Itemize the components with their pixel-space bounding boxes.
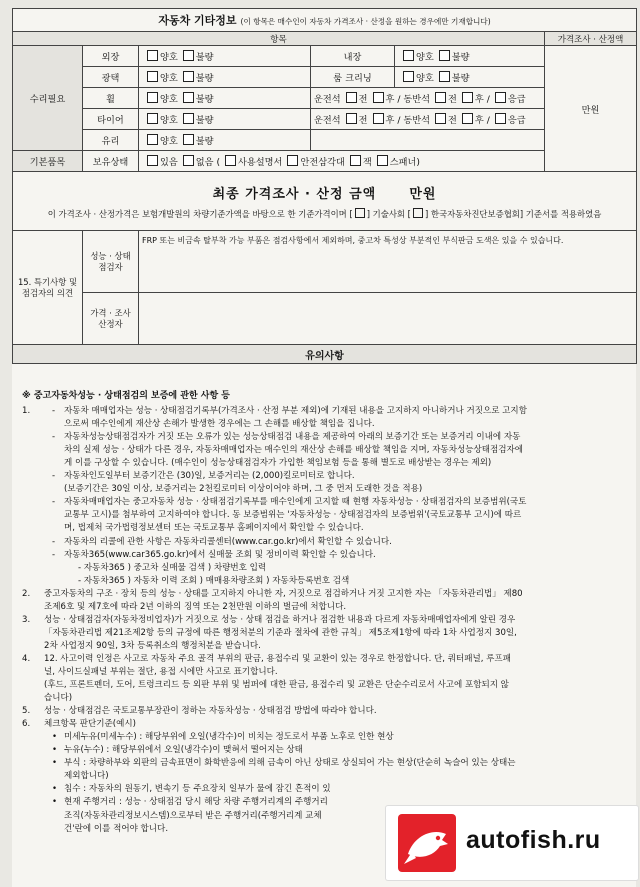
notice-text: 12. 사고이력 인정은 사고로 자동차 주요 골격 부위의 판금, 용접수리 및 교환이 있는 경우로 한정합니다. 단, 쿼터패널, 루프패 [44,653,511,664]
notice-text: 「자동차관리법 제21조제2항 등의 규정에 따른 행정처분의 기준과 절차에 관한 규칙」 제5조제1항에 따라 1차 사업정지 30일, [44,627,517,638]
inspector-performance-label: 성능 · 상태 점검자 [83,231,139,293]
form-title: 자동차 기타정보 (이 항목은 매수인이 자동차 가격조사 · 산정을 원하는 경우에만 기재합니다) [13,9,637,32]
notice-text: 제외합니다) [64,771,109,782]
final-price-note: 이 가격조사 · 산정가격은 보험개발원의 차량기준가액을 바탕으로 한 기준가격이며 [ ] 기술사회 [ ] 한국자동차진단보증협회] 기준서를 적용하였음 [47,208,602,219]
glass-bad-checkbox[interactable] [183,134,194,145]
notice-bullet: - [52,497,56,508]
notice-bullet: • [52,784,58,795]
notice-line [22,457,628,470]
wheel-bad-checkbox[interactable] [183,92,194,103]
wheel-seat-options: 운전석 전 후 / 동반석 전 후 / 응급 [311,88,637,109]
notice-text: (보증기간은 30일 이상, 보증거리는 2천킬로미터 이상이어야 하며, 그 중 먼저 도래한 것을 적용) [64,484,423,495]
notice-text: 체크항목 판단기준(예시) [44,719,136,730]
notice-bullet: - [52,406,56,417]
notice-line [22,718,628,731]
notice-bullet: - [52,549,56,560]
basic-items-options: 있음 없음 ( 사용설명서 안전삼각대 잭 스패너) [139,151,545,172]
notice-line [22,522,628,535]
exterior-good-checkbox[interactable] [147,50,158,61]
wheel-good-checkbox[interactable] [147,92,158,103]
notice-line [22,575,628,588]
notice-text: 자동차의 리콜에 관한 사항은 자동차리콜센터(www.car.go.kr)에서 확인할 수 있습니다. [64,536,392,547]
notice-line [22,405,628,418]
association-checkbox[interactable] [413,208,423,218]
notice-bullet: • [52,732,58,743]
row-exterior: 외장 [83,46,139,67]
notice-text: 건'란에 이를 적어야 합니다. [64,823,169,834]
notice-bullet: • [52,745,58,756]
tech-society-checkbox[interactable] [355,208,365,218]
room-clean-bad-checkbox[interactable] [439,71,450,82]
notice-text: 침수 : 자동차의 원동기, 변속기 등 주요장치 일부가 물에 잠긴 흔적이 있 [64,784,331,795]
form-title-note: (이 항목은 매수인이 자동차 가격조사 · 산정을 원하는 경우에만 기재합니다) [240,17,491,26]
notice-text: 누유(누수) : 해당부위에서 오일(냉각수)이 맺혀서 떨어지는 상태 [64,745,303,756]
notice-line [22,496,628,509]
wheel-passenger-rear-checkbox[interactable] [462,92,473,103]
fish-logo-icon [398,814,456,872]
notice-item-number: 1. [22,406,31,417]
repair-label: 수리필요 [13,46,83,151]
col-price-header: 가격조사 · 산정액 [545,32,637,46]
notice-line [22,588,628,601]
exterior-bad-checkbox[interactable] [183,50,194,61]
wheel-passenger-front-checkbox[interactable] [435,92,446,103]
final-price-section [13,172,637,231]
vehicle-info-form: 자동차 기타정보 (이 항목은 매수인이 자동차 가격조사 · 산정을 원하는 경우에만 기재합니다) 항목 가격조사 · 산정액 수리필요 외장 양호 불량 내장 양호 불량 만원 광택 양호 불량 룸 크리닝 양호 불량 휠 양호 불량 운전석 전 후 / 동반석 전 후 / 응급 타이어 양호 불량 운전석 전 후 / 동반석 전 후 / 응급 유리 양호 불량 기본품목 보유상태 있음 없음 ( 사용설명서 안전삼각대 잭 스패너) 최종 가격조사 · 산정 금액 만원 이 가격조사 · 산정가격은 보험개발원의 차량기준가액을 바탕으로 한 기준가격이며 [ ] 기술사회 [ ] 한국자동차진단보증협회] 기준서를 적용하였음 15. 특기사항 및 점검자의 의견 성능 · 상태 점검자 FRP 또는 비금속 탈부착 가능 부품은 점검사항에서 제외하며, 중고차 특성상 부분적인 부식판금 도색은 있을 수 있습니다. 가격 · 조사 산정자 유의사항 [12,8,637,364]
notice-line [22,562,628,575]
notice-line [22,536,628,549]
special-notes-text: FRP 또는 비금속 탈부착 가능 부품은 점검사항에서 제외하며, 중고차 특성상 부분적인 부식판금 도색은 있을 수 있습니다. [142,236,564,245]
notice-line [22,666,628,679]
notice-line [22,509,628,522]
notice-line [22,614,628,627]
notice-bullet: • [52,797,58,808]
notice-text: 자동차365(www.car365.go.kr)에서 실매물 조회 및 정비이력 확인할 수 있습니다. [64,549,376,560]
basic-items-label: 기본품목 [13,151,83,172]
gloss-good-checkbox[interactable] [147,71,158,82]
watermark-brand: autofish.ru [466,826,601,854]
col-item-header: 항목 [13,32,545,46]
final-price-title: 최종 가격조사 · 산정 금액 [212,186,377,202]
special-notes-price-field[interactable] [139,293,637,345]
room-clean-good-checkbox[interactable] [403,71,414,82]
notice-text: 으로써 매수인에게 재산상 손해가 발생한 경우에는 그 손해를 배상할 책임을 집니다. [64,419,375,430]
autofish-watermark [386,806,638,880]
notice-item-number: 6. [22,719,31,730]
notice-line [22,783,628,796]
final-price-unit: 만원 [409,186,437,202]
notice-text: 부식 : 차량하부와 외판의 금속표면이 화학반응에 의해 금속이 아닌 상태로 상실되어 가는 현상(단순히 녹슬어 있는 상태는 [64,758,516,769]
notice-line [22,601,628,614]
price-unit: 만원 [581,104,600,116]
notice-text: 현재 주행거리 : 성능 · 상태점검 당시 해당 차량 주행거리계의 주행거리 [64,797,328,808]
notice-item-number: 2. [22,588,31,599]
notice-text: 2차 사업정지 90일, 3차 등록취소의 행정처분을 받습니다. [44,640,261,651]
notice-line [22,418,628,431]
notice-header: 유의사항 [13,345,637,364]
notice-line [22,692,628,705]
notice-text: 미세누유(미세누수) : 해당부위에 오일(냉각수)이 비치는 정도로서 부품 노후로 인한 현상 [64,732,394,743]
tire-good-checkbox[interactable] [147,113,158,124]
tire-bad-checkbox[interactable] [183,113,194,124]
notice-text: 교통부 고시)를 첨부하여 고지하여야 합니다. 동 보증범위는 '자동차성능 · 상태점검자의 보증범위'(국토교통부 고시)에 따르 [64,510,522,521]
manual-checkbox[interactable] [225,155,236,166]
notice-line [22,679,628,692]
interior-bad-checkbox[interactable] [439,50,450,61]
special-notes-performance-field[interactable] [139,231,637,293]
row-tire: 타이어 [83,109,139,130]
notice-line [22,483,628,496]
tire-passenger-rear-checkbox[interactable] [462,113,473,124]
wheel-driver-front-checkbox[interactable] [346,92,357,103]
glass-good-checkbox[interactable] [147,134,158,145]
notice-line [22,640,628,653]
notice-line [22,470,628,483]
holding-status-label: 보유상태 [83,151,139,172]
notice-line [22,770,628,783]
have-checkbox[interactable] [147,155,158,166]
notice-bullet: - [52,432,56,443]
notice-line [22,731,628,744]
notice-text: 자동차매매업자는 중고자동차 성능 · 상태점검기록부를 매수인에게 고지할 때 현행 자동차성능 · 상태점검자의 보증범위(국토 [64,497,527,508]
notice-text: 차의 실제 성능 · 상태가 다른 경우, 자동차매매업자는 매수인의 재산상 손해를 배상할 책임을 지며, 자동차성능상태점검자에 [64,445,523,456]
notice-text: 조직(자동차관리정보시스템)으로부터 받은 주행거리(주행거리계 교체 [64,810,322,821]
jack-checkbox[interactable] [350,155,361,166]
notice-bullet: - [52,536,56,547]
notice-text: 널, 사이드실패널 부위는 절단, 용접 시에만 사고로 표기합니다. [44,666,278,677]
tire-driver-rear-checkbox[interactable] [373,113,384,124]
notice-line [22,627,628,640]
tire-emergency-checkbox[interactable] [495,113,506,124]
inspector-price-label: 가격 · 조사 산정자 [83,293,139,345]
notice-line [22,431,628,444]
notice-text: 자동차성능상태점검자가 거짓 또는 오류가 있는 성능상태점검 내용을 제공하여 아래의 보증기간 또는 보증거리 이내에 자동 [64,432,521,443]
notice-item-number: 3. [22,614,31,625]
notice-section-title: ※ 중고자동차성능 · 상태점검의 보증에 관한 사항 등 [22,391,230,401]
notice-item-number: 4. [22,653,31,664]
spanner-checkbox[interactable] [377,155,388,166]
triangle-checkbox[interactable] [287,155,298,166]
notice-text: 중고자동차의 구조 · 장치 등의 성능 · 상태를 고지하지 아니한 자, 거짓으로 점검하거나 거짓 고지한 자는 「자동차관리법」 제80 [44,588,523,599]
notice-bullet: - [52,471,56,482]
none-checkbox[interactable] [183,155,194,166]
notice-item-number: 5. [22,706,31,717]
wheel-driver-rear-checkbox[interactable] [373,92,384,103]
notice-line [22,705,628,718]
notice-bullet: • [52,758,58,769]
tire-passenger-front-checkbox[interactable] [435,113,446,124]
special-notes-label: 15. 특기사항 및 점검자의 의견 [13,231,83,345]
row-room-clean: 룸 크리닝 [311,67,395,88]
interior-good-checkbox[interactable] [403,50,414,61]
notice-text: 자동차 매매업자는 성능 · 상태점검기록부(가격조사 · 산정 부분 제외)에 기재된 내용을 고지하지 아니하거나 거짓으로 고지함 [64,406,527,417]
notice-line [22,757,628,770]
tire-seat-options: 운전석 전 후 / 동반석 전 후 / 응급 [311,109,637,130]
row-glass: 유리 [83,130,139,151]
notice-text: 게 이를 구상할 수 있습니다. (매수인이 성능상태점검자가 가입한 책임보험 등을 통해 별도로 배상받는 경우는 제외) [64,458,492,469]
notice-body [22,390,628,836]
notice-text: - 자동차365 ) 자동차 이력 조회 ) 매매용차량조회 ) 자동차등록번호 검색 [78,575,350,586]
notice-line [22,549,628,562]
tire-driver-front-checkbox[interactable] [346,113,357,124]
row-gloss: 광택 [83,67,139,88]
row-interior: 내장 [311,46,395,67]
wheel-emergency-checkbox[interactable] [495,92,506,103]
gloss-bad-checkbox[interactable] [183,71,194,82]
notice-text: - 자동차365 ) 중고차 실매물 검색 ) 차량번호 입력 [78,562,267,573]
notice-text: 며, 법제처 국가법령정보센터 또는 국토교통부 홈페이지에서 확인할 수 있습니다. [64,523,364,534]
notice-text: 자동차인도일부터 보증기간은 (30)일, 보증거리는 (2,000)킬로미터로 합니다. [64,471,355,482]
inspection-record-page [12,8,636,887]
notice-text: 조제6호 및 제7호에 따라 2년 이하의 징역 또는 2천만원 이하의 벌금에 처합니다. [44,601,347,612]
notice-line [22,653,628,666]
notice-line [22,444,628,457]
notice-text: 습니다) [44,693,73,704]
notice-line [22,744,628,757]
notice-text: (후드, 프론트펜더, 도어, 트렁크리드 등 외판 부위 및 범퍼에 대한 판금, 용접수리 및 교환은 단순수리로서 사고에 포함되지 않 [44,680,509,691]
notice-text: 성능 · 상태점검은 국토교통부장관이 정하는 자동차성능 · 상태점검 방법에 따라야 합니다. [44,706,377,717]
row-wheel: 휠 [83,88,139,109]
notice-text: 성능 · 상태점검자(자동차정비업자)가 거짓으로 성능 · 상태 점검을 하거나 점검한 내용과 다르게 자동차매매업자에게 알린 경우 [44,614,516,625]
